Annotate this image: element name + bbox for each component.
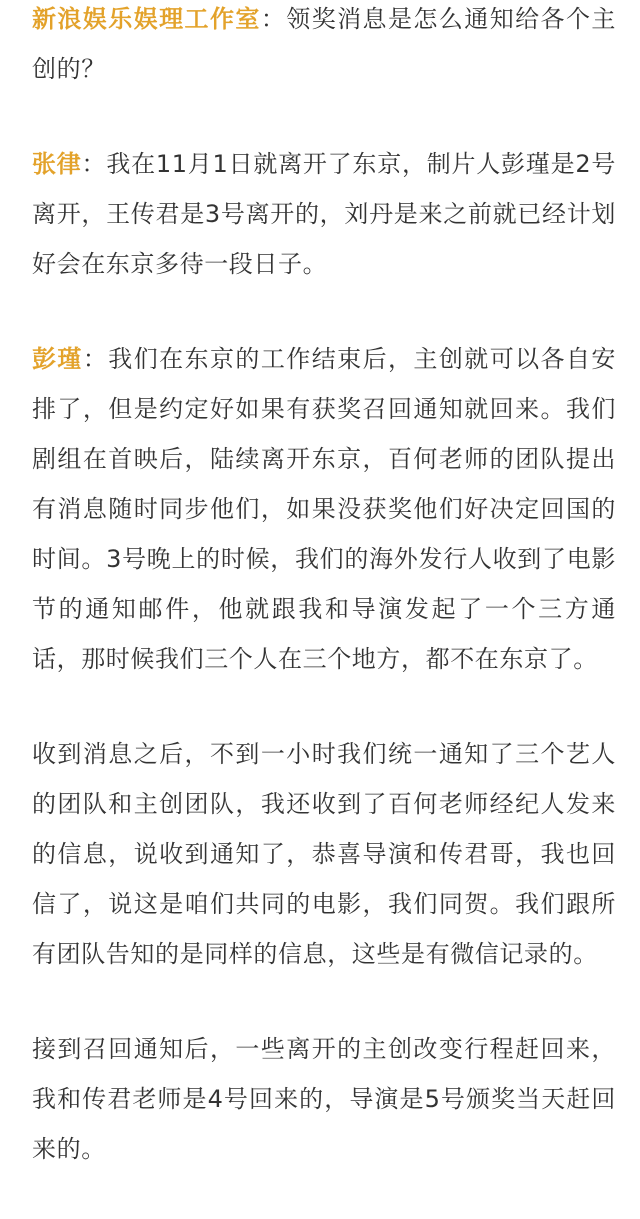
paragraph-recall: [32, 1024, 616, 1174]
speaker-name: 张律: [32, 150, 82, 178]
speaker-name: 彭瑾: [32, 345, 83, 373]
paragraph-text: 领奖消息是怎么通知给各个主创的？: [32, 5, 616, 83]
paragraph-answer-zhang: [32, 139, 616, 289]
speaker-colon: ：: [81, 150, 107, 178]
paragraph-text: 收到消息之后，不到一小时我们统一通知了三个艺人的团队和主创团队，我还收到了百何老师经纪人发来的信息，说收到通知了，恭喜导演和传君哥，我也回信了，说这是咱们共同的电影，我们同贺。我们跟所有团队告知的是同样的信息，这些是有微信记录的。: [32, 740, 616, 968]
speaker-colon: ：: [260, 5, 287, 33]
paragraph-answer-peng: [32, 334, 616, 684]
speaker-colon: ：: [82, 345, 109, 373]
paragraph-question: [32, 0, 616, 94]
paragraph-continuation: [32, 729, 616, 979]
paragraph-text: 接到召回通知后，一些离开的主创改变行程赶回来，我和传君老师是4号回来的，导演是5号颁奖当天赶回来的。: [32, 1035, 616, 1163]
paragraph-text: 我在11月1日就离开了东京，制片人彭瑾是2号离开，王传君是3号离开的，刘丹是来之前就已经计划好会在东京多待一段日子。: [32, 150, 617, 278]
speaker-name: 新浪娱乐娱理工作室: [32, 5, 261, 33]
article-body: [32, 0, 616, 1219]
paragraph-text: 我们在东京的工作结束后，主创就可以各自安排了，但是约定好如果有获奖召回通知就回来。我们剧组在首映后，陆续离开东京，百何老师的团队提出有消息随时同步他们，如果没获奖他们好决定回国的时间。3号晚上的时候，我们的海外发行人收到了电影节的通知邮件，他就跟我和导演发起了一个三方通话，那时候我们三个人在三个地方，都不在东京了。: [32, 345, 617, 673]
